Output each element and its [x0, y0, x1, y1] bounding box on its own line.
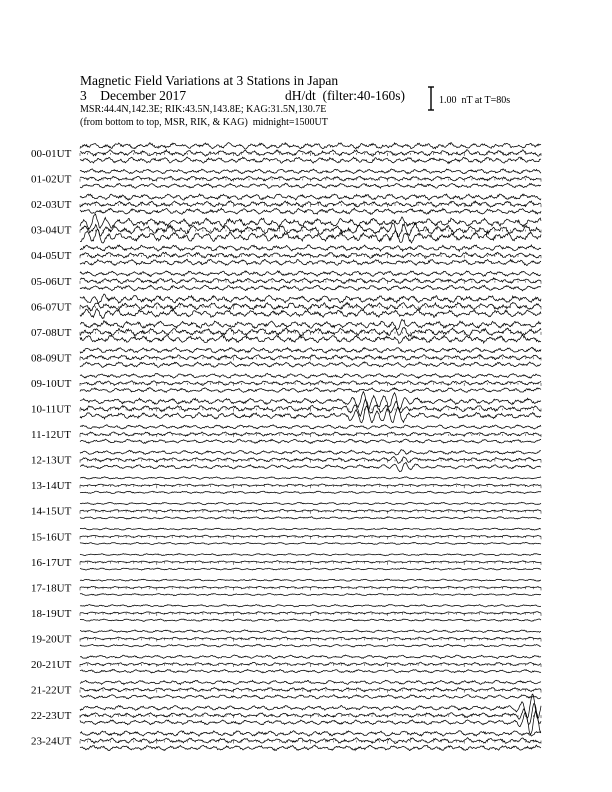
hour-row — [31, 450, 541, 472]
trace-kag — [80, 259, 541, 265]
row-label: 13-14UT — [31, 480, 72, 493]
row-label: 22-23UT — [31, 710, 72, 723]
minute-ticks — [80, 230, 541, 233]
trace-kag — [80, 669, 541, 673]
minute-ticks — [80, 434, 541, 437]
hour-row — [31, 579, 541, 596]
minute-ticks — [80, 536, 541, 539]
chart-title: Magnetic Field Variations at 3 Stations in Japan — [80, 73, 339, 88]
trace-kag — [80, 517, 541, 519]
hour-row — [31, 194, 541, 214]
trace-kag — [80, 183, 541, 188]
row-label: 07-08UT — [31, 326, 72, 339]
scale-label: 1.00 nT at T=80s — [439, 95, 511, 106]
hour-row — [31, 245, 541, 266]
row-label: 10-11UT — [31, 403, 71, 416]
minute-ticks — [80, 409, 541, 412]
trace-kag — [80, 695, 541, 699]
trace-kag — [80, 439, 541, 443]
row-label: 08-09UT — [31, 352, 72, 365]
trace-kag — [80, 491, 541, 494]
trace-kag — [80, 157, 541, 164]
hour-row — [31, 694, 541, 734]
trace-rik — [80, 278, 541, 284]
hour-row — [31, 143, 541, 164]
hour-row — [31, 347, 541, 367]
trace-msr — [80, 605, 541, 607]
minute-ticks — [80, 639, 541, 642]
trace-kag — [80, 542, 541, 544]
trace-kag — [80, 285, 541, 291]
hour-row — [31, 169, 541, 189]
row-label: 05-06UT — [31, 275, 72, 288]
hour-row — [31, 605, 541, 622]
row-label: 12-13UT — [31, 454, 72, 467]
row-label: 11-12UT — [31, 429, 71, 442]
trace-msr — [80, 214, 541, 229]
hour-row — [31, 392, 541, 423]
row-label: 20-21UT — [31, 659, 72, 671]
row-label: 21-22UT — [31, 684, 72, 697]
trace-rik — [80, 327, 541, 336]
trace-msr — [80, 528, 541, 530]
trace-kag — [80, 362, 541, 368]
trace-msr — [80, 319, 541, 329]
date-label: 3 December 2017 — [80, 88, 187, 103]
minute-ticks — [80, 511, 541, 514]
trace-kag — [80, 594, 541, 596]
trace-kag — [80, 208, 541, 214]
row-label: 17-18UT — [31, 582, 72, 595]
trace-msr — [80, 373, 541, 378]
row-label: 03-04UT — [31, 224, 72, 237]
trace-kag — [80, 644, 541, 647]
hour-row — [31, 630, 541, 647]
hour-row — [31, 680, 541, 699]
trace-msr — [80, 271, 541, 277]
trace-kag — [80, 745, 541, 751]
row-label: 00-01UT — [31, 148, 72, 160]
trace-msr — [80, 425, 541, 429]
trace-kag — [80, 463, 541, 472]
trace-msr — [80, 245, 541, 252]
trace-msr — [80, 630, 541, 633]
trace-kag — [80, 309, 541, 319]
trace-msr — [80, 194, 541, 200]
trace-msr — [80, 680, 541, 684]
trace-msr — [80, 294, 541, 303]
trace-msr — [80, 477, 541, 480]
row-label: 04-05UT — [31, 250, 72, 263]
hour-row — [31, 373, 541, 392]
hour-row — [31, 319, 541, 343]
row-label: 02-03UT — [31, 199, 72, 212]
hour-row — [31, 477, 541, 494]
trace-msr — [80, 655, 541, 659]
row-label: 19-20UT — [31, 633, 72, 646]
hour-row — [31, 294, 541, 318]
minute-ticks — [80, 204, 541, 207]
hour-row — [31, 502, 541, 519]
row-label: 23-24UT — [31, 735, 72, 748]
minute-ticks — [80, 460, 541, 463]
trace-kag — [80, 619, 541, 622]
trace-kag — [80, 568, 541, 570]
trace-msr — [80, 554, 541, 556]
hour-row — [31, 554, 541, 571]
hour-row — [31, 425, 541, 444]
trace-msr — [80, 169, 541, 174]
hour-row — [31, 731, 541, 751]
row-label: 09-10UT — [31, 378, 72, 390]
hour-row — [31, 271, 541, 291]
trace-msr — [80, 347, 541, 353]
trace-msr — [80, 143, 541, 150]
quantity-label: dH/dt (filter:40-160s) — [285, 88, 405, 103]
stations-info: MSR:44.4N,142.3E; RIK:43.5N,143.8E; KAG:31.5N,130.7E — [80, 104, 327, 115]
trace-msr — [80, 579, 541, 581]
row-label: 15-16UT — [31, 531, 72, 544]
hour-row — [31, 528, 541, 545]
row-label: 16-17UT — [31, 556, 72, 569]
row-label: 14-15UT — [31, 505, 72, 518]
trace-msr — [80, 731, 541, 737]
trace-msr — [80, 450, 541, 455]
row-label: 18-19UT — [31, 607, 72, 620]
row-label: 01-02UT — [31, 173, 72, 186]
trace-kag — [80, 335, 541, 343]
trace-msr — [80, 502, 541, 505]
row-label: 06-07UT — [31, 301, 72, 314]
hour-row — [31, 214, 541, 243]
hour-row — [31, 655, 541, 673]
trace-order-note: (from bottom to top, MSR, RIK, & KAG) midnight=1500UT — [80, 117, 328, 128]
trace-kag — [80, 388, 541, 393]
